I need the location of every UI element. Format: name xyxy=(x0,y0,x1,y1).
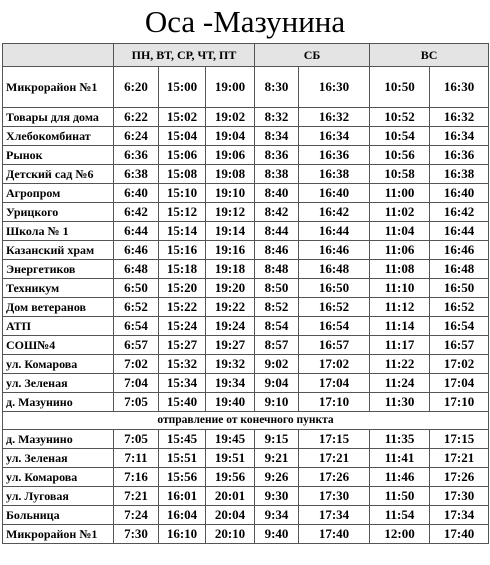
departure-time: 11:50 xyxy=(370,487,430,506)
departure-time: 17:40 xyxy=(430,525,489,544)
departure-time: 16:36 xyxy=(430,146,489,165)
departure-time: 9:15 xyxy=(255,430,299,449)
departure-time: 17:10 xyxy=(430,393,489,412)
page-title: Оса -Мазунина xyxy=(144,4,346,39)
departure-time: 6:40 xyxy=(114,184,159,203)
stop-name: Школа № 1 xyxy=(3,222,114,241)
departure-time: 7:21 xyxy=(114,487,159,506)
departure-time: 16:30 xyxy=(430,67,489,108)
departure-time: 6:36 xyxy=(114,146,159,165)
departure-time: 9:30 xyxy=(255,487,299,506)
departure-time: 8:42 xyxy=(255,203,299,222)
departure-time: 16:36 xyxy=(299,146,370,165)
return-row xyxy=(3,468,489,487)
departure-time: 9:40 xyxy=(255,525,299,544)
departure-time: 10:56 xyxy=(370,146,430,165)
departure-time: 16:10 xyxy=(159,525,206,544)
departure-time: 11:46 xyxy=(370,468,430,487)
departure-time: 16:57 xyxy=(430,336,489,355)
departure-time: 19:34 xyxy=(206,374,255,393)
departure-time: 11:00 xyxy=(370,184,430,203)
departure-time: 8:46 xyxy=(255,241,299,260)
departure-time: 16:52 xyxy=(299,298,370,317)
departure-time: 16:40 xyxy=(299,184,370,203)
outbound-row xyxy=(3,67,489,108)
outbound-row xyxy=(3,108,489,127)
stop-name: АТП xyxy=(3,317,114,336)
departure-time: 16:34 xyxy=(430,127,489,146)
departure-time: 16:40 xyxy=(430,184,489,203)
departure-time: 16:04 xyxy=(159,506,206,525)
departure-time: 17:04 xyxy=(299,374,370,393)
outbound-row xyxy=(3,203,489,222)
departure-time: 6:44 xyxy=(114,222,159,241)
departure-time: 8:32 xyxy=(255,108,299,127)
departure-time: 19:16 xyxy=(206,241,255,260)
departure-time: 16:50 xyxy=(299,279,370,298)
separator-row xyxy=(3,412,489,430)
departure-time: 15:24 xyxy=(159,317,206,336)
departure-time: 17:02 xyxy=(299,355,370,374)
stop-name: Детский сад №6 xyxy=(3,165,114,184)
departure-time: 7:11 xyxy=(114,449,159,468)
departure-time: 11:24 xyxy=(370,374,430,393)
departure-time: 7:04 xyxy=(114,374,159,393)
departure-time: 11:14 xyxy=(370,317,430,336)
departure-time: 7:16 xyxy=(114,468,159,487)
departure-time: 8:40 xyxy=(255,184,299,203)
departure-time: 19:02 xyxy=(206,108,255,127)
departure-time: 17:30 xyxy=(430,487,489,506)
departure-time: 17:21 xyxy=(430,449,489,468)
outbound-row xyxy=(3,165,489,184)
departure-time: 6:22 xyxy=(114,108,159,127)
departure-time: 8:38 xyxy=(255,165,299,184)
departure-time: 17:04 xyxy=(430,374,489,393)
stop-name: ул. Комарова xyxy=(3,355,114,374)
departure-time: 20:04 xyxy=(206,506,255,525)
stop-name: ул. Луговая xyxy=(3,487,114,506)
departure-time: 16:32 xyxy=(430,108,489,127)
departure-time: 15:08 xyxy=(159,165,206,184)
outbound-row xyxy=(3,279,489,298)
departure-time: 7:30 xyxy=(114,525,159,544)
stop-name: ул. Зеленая xyxy=(3,449,114,468)
outbound-row xyxy=(3,336,489,355)
departure-time: 7:05 xyxy=(114,393,159,412)
departure-time: 19:27 xyxy=(206,336,255,355)
departure-time: 17:21 xyxy=(299,449,370,468)
departure-time: 19:00 xyxy=(206,67,255,108)
departure-time: 15:51 xyxy=(159,449,206,468)
departure-time: 9:26 xyxy=(255,468,299,487)
departure-time: 7:02 xyxy=(114,355,159,374)
departure-time: 19:51 xyxy=(206,449,255,468)
stop-name: Дом ветеранов xyxy=(3,298,114,317)
return-row xyxy=(3,525,489,544)
departure-time: 17:15 xyxy=(299,430,370,449)
header-corner xyxy=(3,44,114,67)
departure-time: 19:04 xyxy=(206,127,255,146)
departure-time: 7:05 xyxy=(114,430,159,449)
separator-label: отправление от конечного пункта xyxy=(3,412,489,430)
schedule-body xyxy=(3,44,489,544)
departure-time: 15:02 xyxy=(159,108,206,127)
outbound-row xyxy=(3,241,489,260)
departure-time: 17:26 xyxy=(430,468,489,487)
stop-name: д. Мазунино xyxy=(3,430,114,449)
departure-time: 19:45 xyxy=(206,430,255,449)
departure-time: 8:36 xyxy=(255,146,299,165)
departure-time: 10:58 xyxy=(370,165,430,184)
departure-time: 9:02 xyxy=(255,355,299,374)
departure-time: 15:16 xyxy=(159,241,206,260)
departure-time: 11:17 xyxy=(370,336,430,355)
departure-time: 16:38 xyxy=(299,165,370,184)
departure-time: 15:06 xyxy=(159,146,206,165)
outbound-row xyxy=(3,393,489,412)
departure-time: 8:57 xyxy=(255,336,299,355)
departure-time: 6:52 xyxy=(114,298,159,317)
departure-time: 10:54 xyxy=(370,127,430,146)
departure-time: 16:57 xyxy=(299,336,370,355)
departure-time: 20:10 xyxy=(206,525,255,544)
departure-time: 6:38 xyxy=(114,165,159,184)
departure-time: 15:32 xyxy=(159,355,206,374)
stop-name: Хлебокомбинат xyxy=(3,127,114,146)
return-row xyxy=(3,430,489,449)
departure-time: 6:46 xyxy=(114,241,159,260)
departure-time: 6:57 xyxy=(114,336,159,355)
departure-time: 6:48 xyxy=(114,260,159,279)
departure-time: 11:02 xyxy=(370,203,430,222)
departure-time: 8:54 xyxy=(255,317,299,336)
departure-time: 11:06 xyxy=(370,241,430,260)
departure-time: 11:22 xyxy=(370,355,430,374)
departure-time: 8:30 xyxy=(255,67,299,108)
departure-time: 19:40 xyxy=(206,393,255,412)
departure-time: 16:46 xyxy=(299,241,370,260)
stop-name: СОШ№4 xyxy=(3,336,114,355)
departure-time: 16:50 xyxy=(430,279,489,298)
departure-time: 8:34 xyxy=(255,127,299,146)
stop-name: Товары для дома xyxy=(3,108,114,127)
departure-time: 11:08 xyxy=(370,260,430,279)
departure-time: 11:35 xyxy=(370,430,430,449)
departure-time: 9:34 xyxy=(255,506,299,525)
stop-name: Рынок xyxy=(3,146,114,165)
departure-time: 17:26 xyxy=(299,468,370,487)
schedule-table xyxy=(2,43,489,544)
header-weekdays: ПН, ВТ, СР, ЧТ, ПТ xyxy=(114,44,255,67)
outbound-row xyxy=(3,146,489,165)
departure-time: 16:44 xyxy=(430,222,489,241)
departure-time: 9:04 xyxy=(255,374,299,393)
departure-time: 19:18 xyxy=(206,260,255,279)
departure-time: 15:20 xyxy=(159,279,206,298)
departure-time: 17:34 xyxy=(430,506,489,525)
departure-time: 9:21 xyxy=(255,449,299,468)
outbound-row xyxy=(3,260,489,279)
departure-time: 8:48 xyxy=(255,260,299,279)
return-row xyxy=(3,449,489,468)
departure-time: 11:54 xyxy=(370,506,430,525)
departure-time: 16:42 xyxy=(430,203,489,222)
header-row xyxy=(3,44,489,67)
departure-time: 11:41 xyxy=(370,449,430,468)
departure-time: 17:02 xyxy=(430,355,489,374)
departure-time: 19:24 xyxy=(206,317,255,336)
departure-time: 19:08 xyxy=(206,165,255,184)
departure-time: 6:20 xyxy=(114,67,159,108)
departure-time: 16:48 xyxy=(299,260,370,279)
stop-name: Техникум xyxy=(3,279,114,298)
departure-time: 15:14 xyxy=(159,222,206,241)
departure-time: 8:50 xyxy=(255,279,299,298)
departure-time: 19:12 xyxy=(206,203,255,222)
departure-time: 7:24 xyxy=(114,506,159,525)
departure-time: 17:15 xyxy=(430,430,489,449)
outbound-row xyxy=(3,298,489,317)
departure-time: 15:10 xyxy=(159,184,206,203)
departure-time: 15:56 xyxy=(159,468,206,487)
departure-time: 15:00 xyxy=(159,67,206,108)
departure-time: 16:38 xyxy=(430,165,489,184)
departure-time: 16:42 xyxy=(299,203,370,222)
departure-time: 15:18 xyxy=(159,260,206,279)
departure-time: 10:52 xyxy=(370,108,430,127)
departure-time: 16:46 xyxy=(430,241,489,260)
departure-time: 15:40 xyxy=(159,393,206,412)
departure-time: 6:54 xyxy=(114,317,159,336)
departure-time: 19:20 xyxy=(206,279,255,298)
departure-time: 16:30 xyxy=(299,67,370,108)
departure-time: 9:10 xyxy=(255,393,299,412)
outbound-row xyxy=(3,374,489,393)
departure-time: 16:32 xyxy=(299,108,370,127)
stop-name: Энергетиков xyxy=(3,260,114,279)
return-row xyxy=(3,506,489,525)
departure-time: 17:34 xyxy=(299,506,370,525)
departure-time: 19:22 xyxy=(206,298,255,317)
departure-time: 16:54 xyxy=(430,317,489,336)
departure-time: 6:42 xyxy=(114,203,159,222)
departure-time: 19:10 xyxy=(206,184,255,203)
departure-time: 19:06 xyxy=(206,146,255,165)
outbound-row xyxy=(3,222,489,241)
header-saturday: СБ xyxy=(255,44,370,67)
stop-name: Казанский храм xyxy=(3,241,114,260)
departure-time: 16:34 xyxy=(299,127,370,146)
departure-time: 15:45 xyxy=(159,430,206,449)
departure-time: 11:12 xyxy=(370,298,430,317)
departure-time: 11:30 xyxy=(370,393,430,412)
departure-time: 15:22 xyxy=(159,298,206,317)
departure-time: 17:40 xyxy=(299,525,370,544)
stop-name: д. Мазунино xyxy=(3,393,114,412)
departure-time: 10:50 xyxy=(370,67,430,108)
departure-time: 20:01 xyxy=(206,487,255,506)
stop-name: Микрорайон №1 xyxy=(3,67,114,108)
departure-time: 16:01 xyxy=(159,487,206,506)
departure-time: 15:34 xyxy=(159,374,206,393)
departure-time: 16:48 xyxy=(430,260,489,279)
stop-name: ул. Зеленая xyxy=(3,374,114,393)
departure-time: 19:32 xyxy=(206,355,255,374)
departure-time: 19:14 xyxy=(206,222,255,241)
departure-time: 16:44 xyxy=(299,222,370,241)
stop-name: ул. Комарова xyxy=(3,468,114,487)
stop-name: Агропром xyxy=(3,184,114,203)
departure-time: 8:52 xyxy=(255,298,299,317)
departure-time: 16:52 xyxy=(430,298,489,317)
stop-name: Урицкого xyxy=(3,203,114,222)
departure-time: 11:04 xyxy=(370,222,430,241)
stop-name: Больница xyxy=(3,506,114,525)
departure-time: 16:54 xyxy=(299,317,370,336)
departure-time: 19:56 xyxy=(206,468,255,487)
outbound-row xyxy=(3,127,489,146)
departure-time: 15:12 xyxy=(159,203,206,222)
return-row xyxy=(3,487,489,506)
departure-time: 12:00 xyxy=(370,525,430,544)
departure-time: 11:10 xyxy=(370,279,430,298)
header-sunday: ВС xyxy=(370,44,489,67)
departure-time: 15:04 xyxy=(159,127,206,146)
outbound-row xyxy=(3,184,489,203)
departure-time: 6:50 xyxy=(114,279,159,298)
outbound-row xyxy=(3,355,489,374)
outbound-row xyxy=(3,317,489,336)
departure-time: 8:44 xyxy=(255,222,299,241)
departure-time: 15:27 xyxy=(159,336,206,355)
departure-time: 17:30 xyxy=(299,487,370,506)
departure-time: 17:10 xyxy=(299,393,370,412)
stop-name: Микрорайон №1 xyxy=(3,525,114,544)
departure-time: 6:24 xyxy=(114,127,159,146)
